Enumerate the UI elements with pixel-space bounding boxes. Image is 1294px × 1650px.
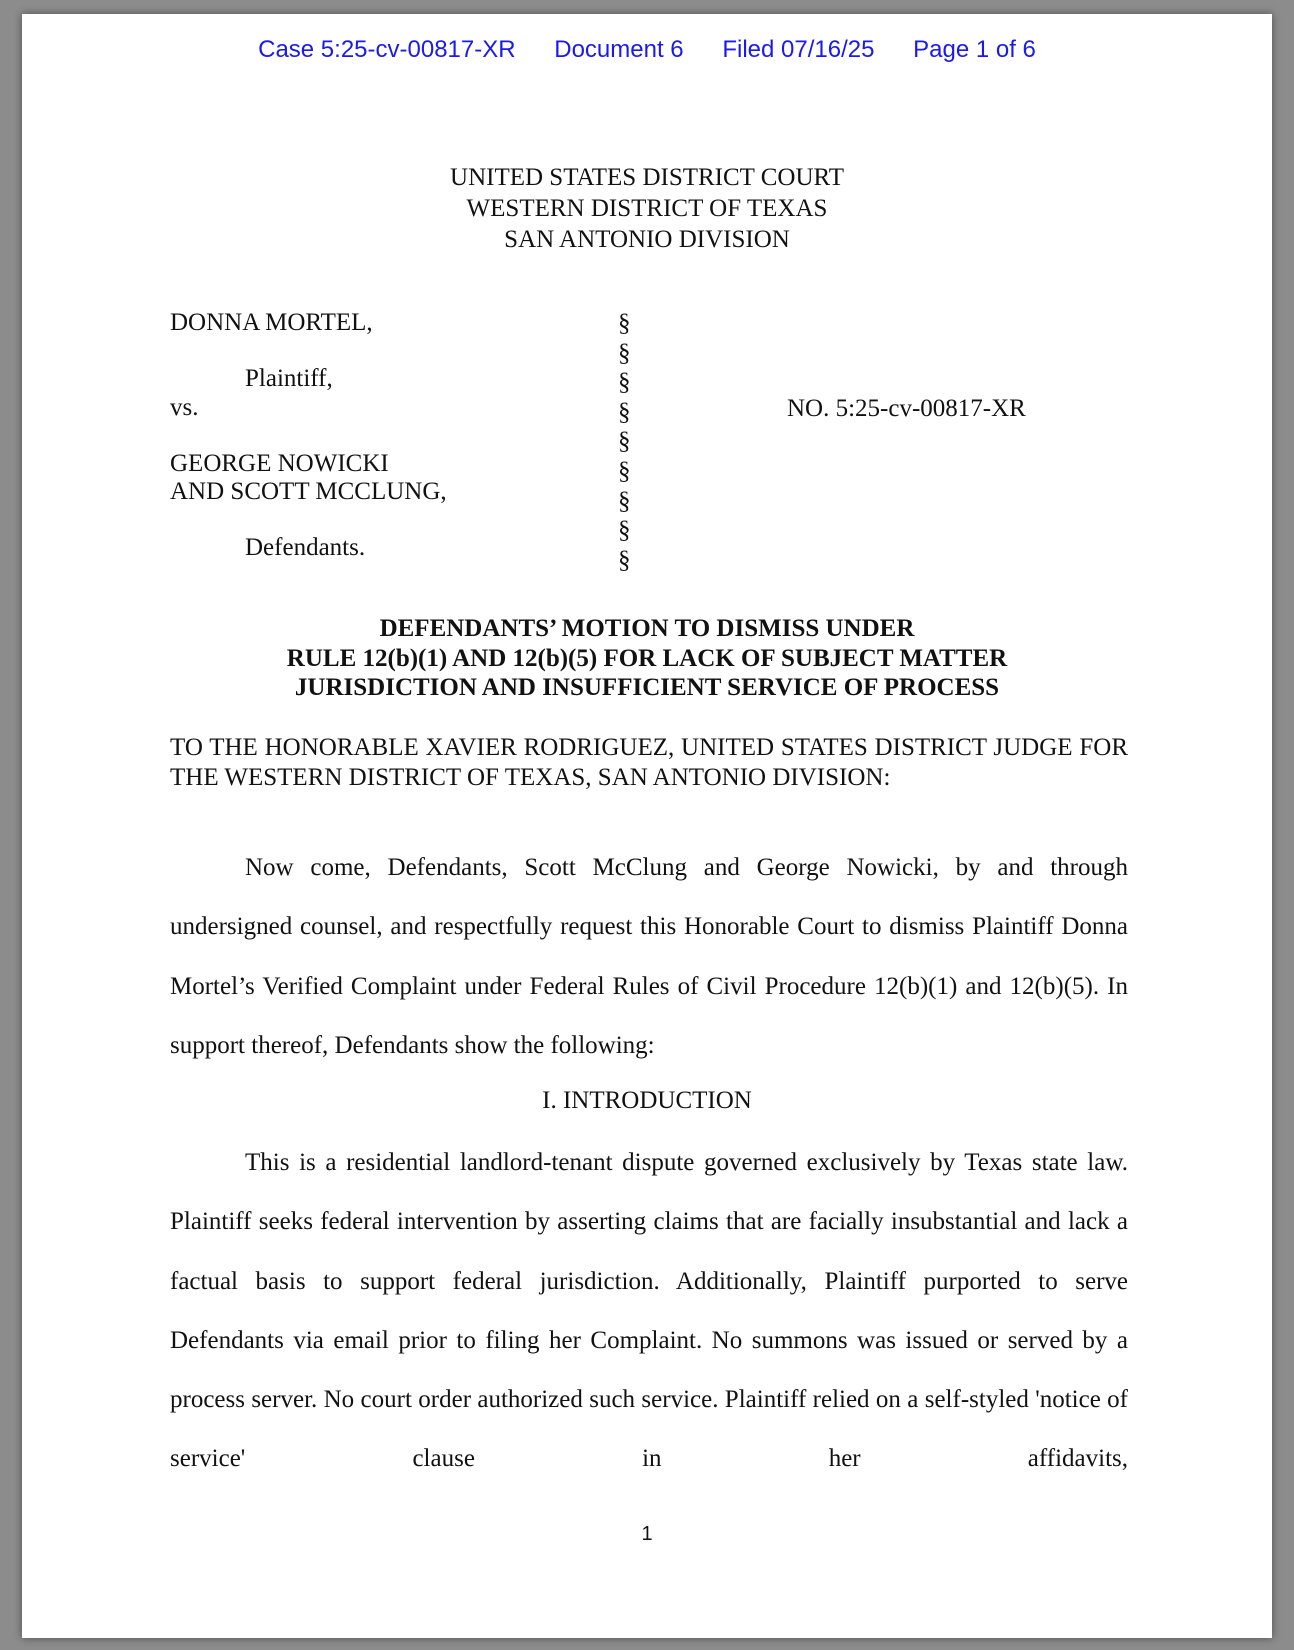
section-symbol: §	[618, 428, 631, 456]
versus-label: vs.	[170, 394, 199, 421]
section-symbol: §	[618, 339, 631, 367]
section-symbol: §	[618, 517, 631, 545]
plaintiff-role: Plaintiff,	[245, 365, 333, 392]
defendant-role: Defendants.	[245, 534, 366, 561]
motion-title-line1: DEFENDANTS’ MOTION TO DISMISS UNDER	[379, 615, 915, 642]
section-symbol: §	[618, 546, 631, 574]
case-caption	[170, 309, 1160, 609]
opening-paragraph: Now come, Defendants, Scott McClung and George Nowicki, by and through undersigned counsel, and respectfully request this Honorable Court to dismiss Plaintiff Donna Mortel’s Verified Complaint under Federal Rules of Civil Procedure 12(b)(1) and 12(b)(5). In support thereof, Defendants show the following:	[170, 854, 1128, 1059]
ecf-case-number: Case 5:25-cv-00817-XR	[258, 36, 516, 63]
section-symbol: §	[618, 398, 631, 426]
document-page	[22, 14, 1272, 1638]
section-symbol: §	[618, 310, 631, 337]
judge-address: TO THE HONORABLE XAVIER RODRIGUEZ, UNITED STATES DISTRICT JUDGE FOR THE WESTERN DISTRICT OF TEXAS, SAN ANTONIO DIVISION:	[170, 734, 1128, 791]
plaintiff-name: DONNA MORTEL,	[170, 309, 373, 336]
motion-title	[22, 614, 1272, 703]
section-symbol-column	[618, 309, 648, 575]
ecf-filed-date: Filed 07/16/25	[722, 36, 875, 63]
defendant-name-line2: AND SCOTT MCCLUNG,	[170, 478, 447, 505]
ecf-document-number: Document 6	[554, 36, 684, 63]
court-heading	[22, 162, 1272, 255]
motion-title-line2: RULE 12(b)(1) AND 12(b)(5) FOR LACK OF SUBJECT MATTER	[286, 644, 1008, 672]
court-district: WESTERN DISTRICT OF TEXAS	[466, 195, 828, 222]
motion-title-line3: JURISDICTION AND INSUFFICIENT SERVICE OF PROCESS	[294, 674, 1000, 701]
case-number: NO. 5:25-cv-00817-XR	[787, 395, 1026, 422]
ecf-header	[22, 36, 1272, 64]
page-number: 1	[641, 1523, 653, 1545]
section-symbol: §	[618, 457, 631, 485]
section-symbol: §	[618, 487, 631, 515]
introduction-paragraph: This is a residential landlord-tenant dispute governed exclusively by Texas state law. Plaintiff seeks federal intervention by asserting claims that are facially insubstantial and lack a factual basis to support federal jurisdiction. Additionally, Plaintiff purported to serve Defendants via email prior to filing her Complaint. No summons was issued or served by a process server. No court order authorized such service. Plaintiff relied on a self-styled 'notice of service' clause in her affidavits,	[170, 1149, 1128, 1473]
ecf-page-count: Page 1 of 6	[913, 36, 1036, 63]
court-name: UNITED STATES DISTRICT COURT	[450, 164, 844, 191]
court-division: SAN ANTONIO DIVISION	[504, 226, 790, 253]
defendant-name-line1: GEORGE NOWICKI	[170, 450, 389, 477]
section-symbol: §	[618, 369, 631, 397]
section-heading-introduction: I. INTRODUCTION	[542, 1087, 752, 1114]
